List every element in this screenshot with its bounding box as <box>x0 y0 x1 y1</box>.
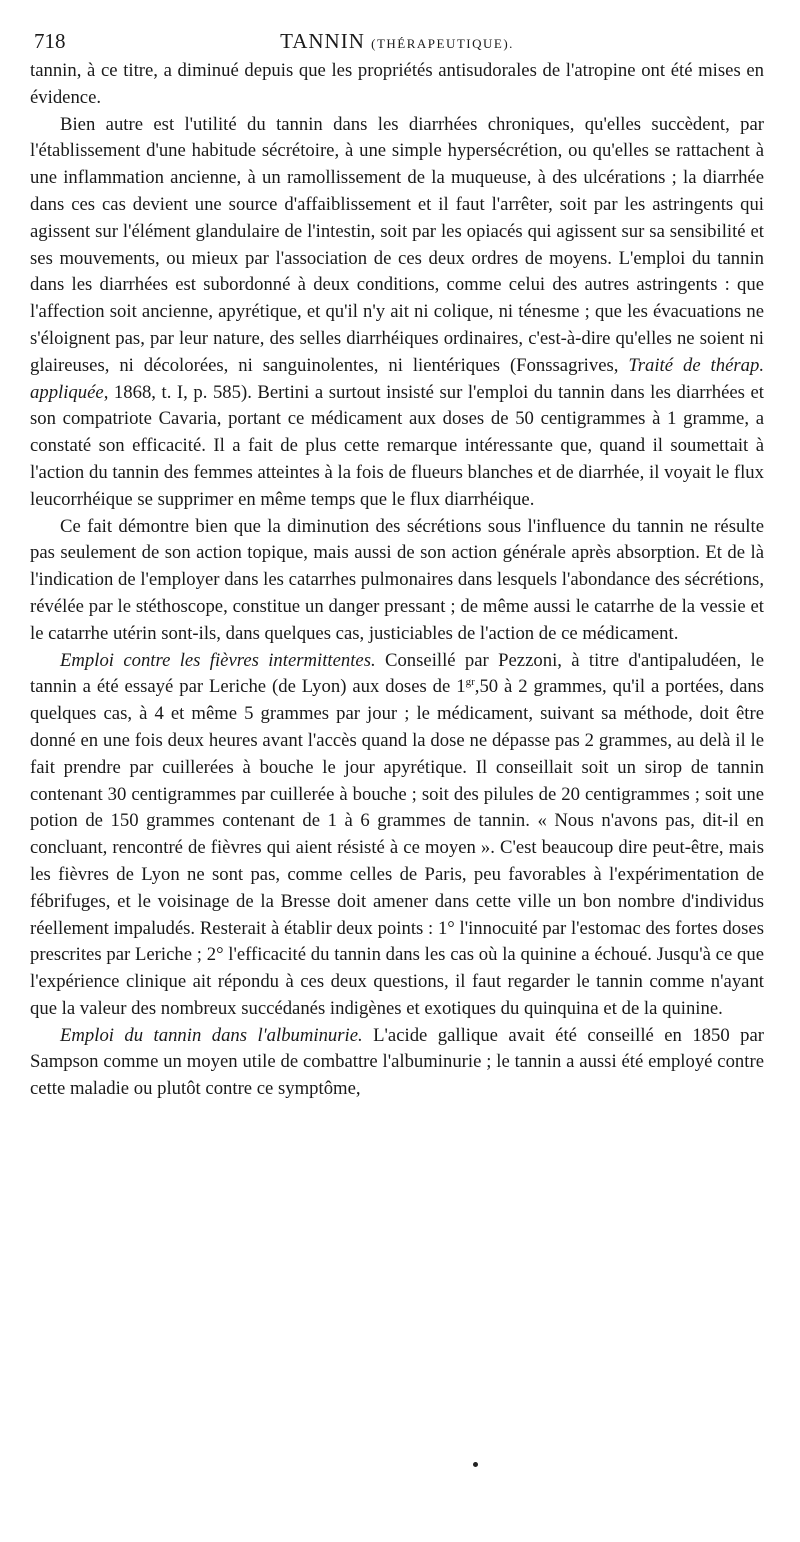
paragraph-2-text-continued: , 1868, t. I, p. 585). Bertini a surtout insisté sur l'emploi du tannin dans les diarrhées et son compatriote Cavaria, portant ce médicament aux doses de 50 centigrammes à 1 gramme, a constaté son efficacité. Il a fait de plus cette remarque intéressante que, quand il soumettait à l'action du tannin des femmes atteintes à la fois de flueurs blanches et de diarrhée, il voyait le flux leucorrhéique se supprimer en même temps que le flux diarrhéique. <box>30 381 764 510</box>
paragraph-3-text: Ce fait démontre bien que la diminution des sécrétions sous l'influence du tannin ne résulte pas seulement de son action topique, mais aussi de son action générale après absorption. Et de là l'indication de l'employer dans les catarrhes pulmonaires dans lesquels l'abondance des sécrétions, révélée par le stéthoscope, constitue un danger pressant ; de même aussi le catarrhe de la vessie et le catarrhe utérin sont-ils, dans quelques cas, justiciables de l'action de ce médicament. <box>30 515 764 644</box>
paragraph-2 <box>30 112 764 514</box>
paragraph-5-text: L'acide gallique avait été conseillé en 1850 par Sampson comme un moyen utile de combattre l'albuminurie ; le tannin a aussi été employé contre cette maladie ou plutôt contre ce symptôme, <box>30 1024 764 1100</box>
paragraph-4-text: Conseillé par Pezzoni, à titre d'antipaludéen, le tannin a été essayé par Leriche (de Lyon) aux doses de 1 <box>30 649 764 698</box>
body-text <box>30 58 764 1103</box>
ink-dot-mark <box>473 1462 478 1467</box>
paragraph-4 <box>30 648 764 1023</box>
book-citation: Traité de thérap. appliquée <box>30 354 764 403</box>
running-head-subtitle: (THÉRAPEUTIQUE). <box>371 36 514 51</box>
running-head <box>30 26 764 59</box>
paragraph-3 <box>30 514 764 648</box>
paragraph-4-text-continued: ,50 à 2 grammes, qu'il a portées, dans quelques cas, à 4 et même 5 grammes par jour ; le médicament, suivant sa méthode, doit être donné en une fois deux heures avant l'accès quand la dose ne dépasse pas 2 grammes, au delà il le fait prendre par cuillerées à bouche le jour apyrétique. Il conseillait soit un sirop de tannin contenant 30 centigrammes par cuillerée à bouche ; soit des pilules de 20 centigrammes ; soit une potion de 150 grammes contenant de 1 à 6 grammes de tannin. « Nous n'avons pas, dit-il en concluant, rencontré de fièvres qui aient résisté à ce moyen ». C'est beaucoup dire peut-être, mais les fièvres de Lyon ne sont pas, comme celles de Paris, peu favorables à l'expérimentation de fébrifuges, et le voisinage de la Bresse doit amener dans cette ville un bon nombre d'individus réellement impaludés. Resterait à établir deux points : 1° l'innocuité par l'estomac des fortes doses prescrites par Leriche ; 2° l'efficacité du tannin dans les cas où la quinine a échoué. Jusqu'à ce que l'expérience clinique ait répondu à ces deux questions, il faut regarder le tannin comme n'ayant que la valeur des nombreux succédanés indigènes et exotiques du quinquina et de la quinine. <box>30 676 764 1019</box>
paragraph-1 <box>30 58 764 112</box>
section-heading-albuminurie: Emploi du tannin dans l'albuminurie. <box>60 1024 363 1046</box>
paragraph-1-text: tannin, à ce titre, a diminué depuis que les propriétés antisudorales de l'atropine ont été mises en évidence. <box>30 60 764 108</box>
paragraph-2-text: Bien autre est l'utilité du tannin dans les diarrhées chroniques, qu'elles succèdent, par l'établissement d'une habitude sécrétoire, à une simple hypersécrétion, ou qu'elles se rattachent à une inflammation ancienne, à un ramollissement de la muqueuse, à des ulcérations ; la diarrhée dans ces cas devient une source d'affaiblissement et il faut l'arrêter, soit par les astringents qui agissent sur l'élément glandulaire de l'intestin, soit par les opiacés qui agissent sur sa sensibilité et ses mouvements, ou mieux par l'association de ces deux ordres de moyens. L'emploi du tannin dans les diarrhées est subordonné à deux conditions, comme celui des autres astringents : que l'affection soit ancienne, apyrétique, et qu'il n'y ait ni colique, ni ténesme ; que les évacuations ne s'éloignent pas, par leur nature, des selles diarrhéiques ordinaires, c'est-à-dire qu'elles ne soient ni glaireuses, ni décolorées, ni sanguinolentes, ni lientériques (Fonssagrives, <box>30 113 764 376</box>
document-page <box>30 26 764 1103</box>
running-head-title: TANNIN <box>280 29 365 53</box>
page-header <box>30 26 764 56</box>
section-heading-fievres: Emploi contre les fièvres intermittentes. <box>60 649 376 671</box>
page-number: 718 <box>34 29 66 53</box>
gram-abbreviation: gr <box>465 676 475 689</box>
paragraph-5 <box>30 1023 764 1103</box>
